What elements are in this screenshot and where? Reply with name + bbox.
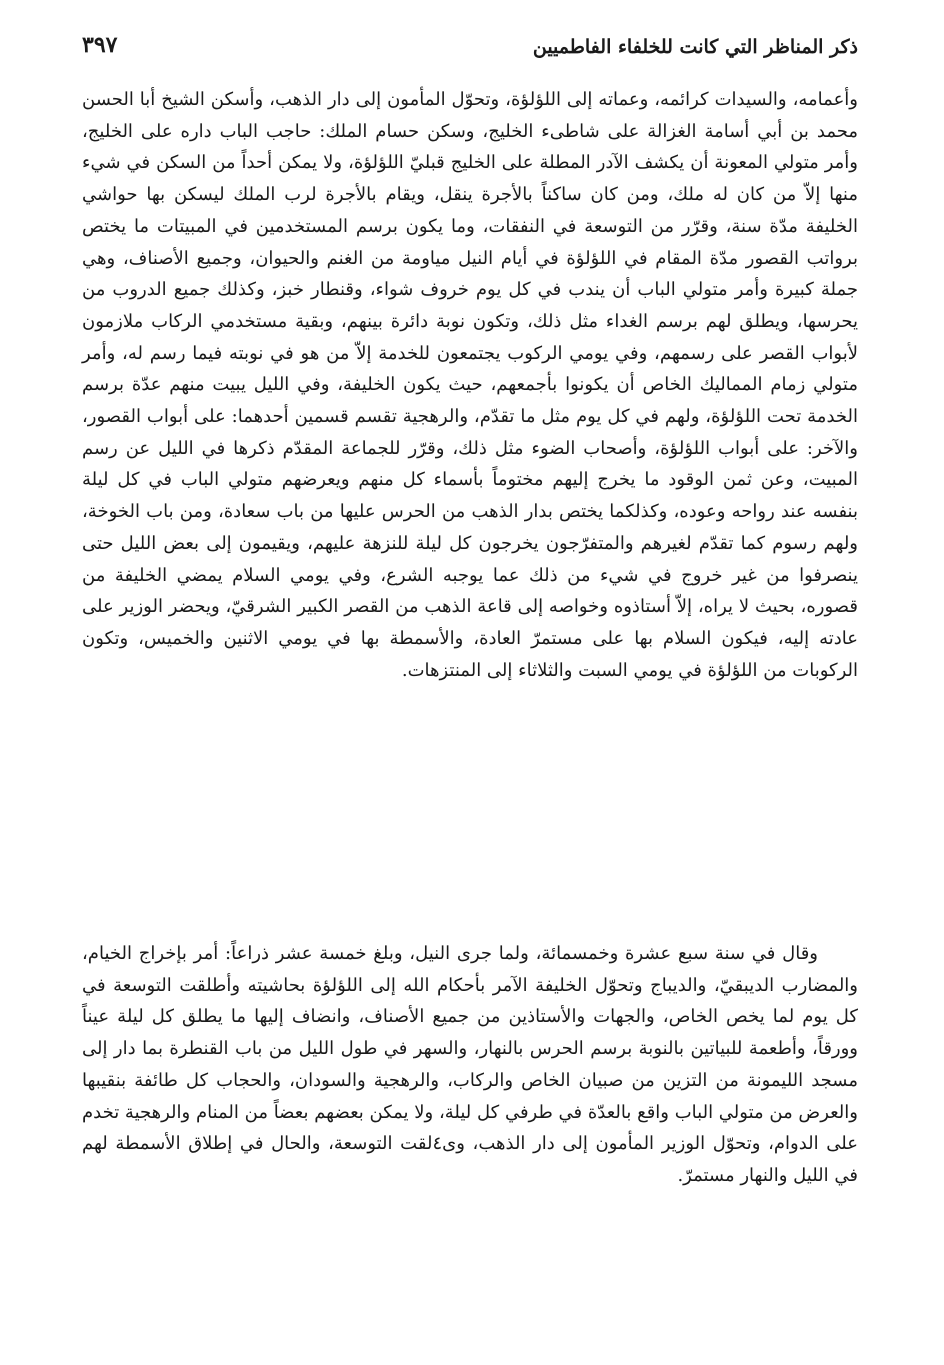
page-number: ٣٩٧ — [82, 32, 118, 58]
paragraph-text: وقال في سنة سبع عشرة وخمسمائة، ولما جرى النيل، وبلغ خمسة عشر ذراعاً: أمر بإخراج الخيام، والمضارب الديبقيّ، والديباج وتحوّل الخليفة الآمر بأحكام الله إلى اللؤلؤة بحاشيته وأطلقت التوسعة في كل يوم لما يخص الخاص، والجهات والأستاذين من جميع الأصناف، وانضاف إليها ما يطلق كل ليلة عيناً وورقاً، وأطعمة للبياتين بالنوبة برسم الحرس بالنهار، والسهر في طول الليل من باب القنطرة بما دار إلى مسجد الليمونة من التزين من صبيان الخاص والركاب، والرهجية والسودان، والحجاب كل طائفة بنقيبها والعرض من متولي الباب واقع بالعدّة في طرفي كل ليلة، ولا يمكن بعضهم بعضاً من المنام والرهجية تخدم على الدوام، وتحوّل الوزير المأمون إلى دار الذهب، وى٤لقت التوسعة، والحال في إطلاق الأسمطة لهم في الليل والنهار مستمرّ. — [81, 943, 858, 1186]
paragraph: وأعمامه، والسيدات كرائمه، وعماته إلى اللؤلؤة، وتحوّل المأمون إلى دار الذهب، وأسكن الشيخ أبا الحسن محمد بن أبي أسامة الغزالة على شاطىء الخليج، وسكن حسام الملك: حاجب الباب داره على الخليج، وأمر متولي المعونة أن يكشف الآدر المطلة على الخليج قبليّ اللؤلؤة، ولا يمكن أحداً من السكن في شيء منها إلاّ من كان له ملك، ومن كان ساكناً بالأجرة ينقل، ويقام بالأجرة لرب الملك ليسكن بها حواشي الخليفة مدّة سنة، وقرّر من التوسعة في النفقات، وما يكون برسم المستخدمين في المبيتات ما يختص برواتب القصور مدّة المقام في اللؤلؤة في أيام النيل مياومة من الغنم والحيوان، وجميع الأصناف، وهي جملة كبيرة وأمر متولي الباب أن يندب في كل يوم خروف شواء، وقنطار خبز، وكذلك جميع الدروب من يحرسها، ويطلق لهم برسم الغداء مثل ذلك، وتكون نوبة دائرة بينهم، وبقية مستخدمي الركاب ملازمون لأبواب القصر على رسمهم، وفي يومي الركوب يجتمعون للخدمة إلاّ من هو في نوبته فيما رسم له، وأمر متولي زمام المماليك الخاص أن يكونوا بأجمعهم، حيث يكون الخليفة، وفي الليل يبيت منهم عدّة برسم الخدمة تحت اللؤلؤة، ولهم في كل يوم مثل ما تقدّم، والرهجية تقسم قسمين أحدهما: على أبواب القصور، والآخر: على أبواب اللؤلؤة، وأصحاب الضوء مثل ذلك، وقرّر للجماعة المقدّم ذكرها في الليل عن رسم المبيت، وعن ثمن الوقود ما يخرج إليهم مختوماً بأسماء كل منهم ويعرضهم متولي الباب في كل ليلة بنفسه عند رواحه وعوده، وكذلكما يختص بدار الذهب من الحرس عليها من باب سعادة، ومن باب الخوخة، ولهم رسوم كما تقدّم لغيرهم والمتفرّجون يخرجون كل ليلة للنزهة عليهم، ويقيمون إلى بعض الليل حتى ينصرفوا من غير خروج في شيء من ذلك عما يوجبه الشرع، وفي يومي السلام يمضي الخليفة من قصوره، بحيث لا يراه، إلاّ أستاذوه وخواصه إلى قاعة الذهب من القصر الكبير الشرقيّ، ويحضر الوزير على عادته إليه، فيكون السلام بها على مستمرّ العادة، والأسمطة بها في يومي الاثنين والخميس، وتكون الركوبات من اللؤلؤة في يومي السبت والثلاثاء إلى المنتزهات. — [82, 89, 858, 681]
page-header — [82, 30, 858, 70]
running-title: ذكر المناظر التي كانت للخلفاء الفاطميين — [532, 36, 858, 58]
body-text — [82, 84, 858, 1192]
paragraph — [82, 938, 858, 1192]
